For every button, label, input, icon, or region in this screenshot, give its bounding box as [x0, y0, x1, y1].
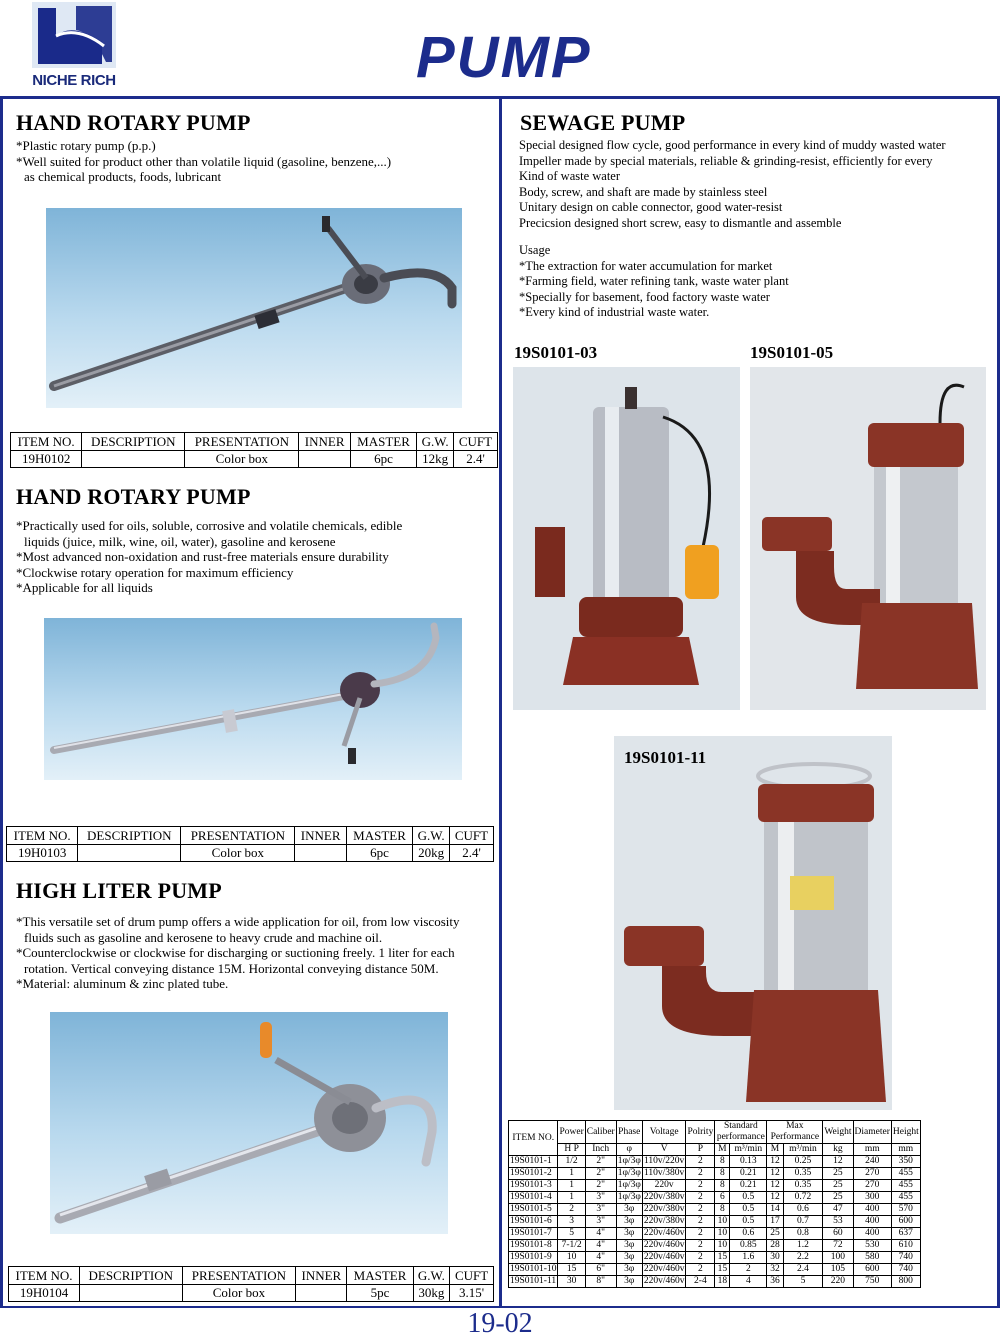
column-header: INNER: [299, 433, 350, 451]
table-cell: 800: [891, 1276, 920, 1288]
hand-rotary-2-description: [16, 518, 402, 596]
unit-header: M: [715, 1144, 730, 1156]
description-line: *Counterclockwise or clockwise for discharging or suctioning freely. 1 liter for each: [16, 945, 455, 961]
hand-rotary-2-table: [6, 826, 494, 862]
table-cell: 220v/460v: [643, 1228, 685, 1238]
table-cell: 100: [823, 1252, 853, 1264]
table-row: [509, 1156, 921, 1168]
table-cell: 6pc: [346, 845, 412, 862]
table-cell: 4": [585, 1240, 616, 1252]
table-cell: 10: [715, 1216, 730, 1228]
column-header: G.W.: [413, 827, 450, 845]
table-cell: 3": [585, 1204, 616, 1216]
table-cell: 1: [558, 1168, 585, 1180]
column-header: ITEM NO.: [7, 827, 78, 845]
table-cell: 19H0103: [7, 845, 78, 862]
column-divider: [499, 96, 502, 1308]
table-row: [509, 1240, 921, 1252]
item-no-cell: 19S0101-3: [509, 1180, 558, 1192]
table-cell: 2": [585, 1168, 616, 1180]
usage-title: Usage: [519, 243, 551, 257]
table-cell: 4": [585, 1228, 616, 1240]
table-cell: 3φ: [616, 1204, 642, 1216]
usage-line: *The extraction for water accumulation for market: [519, 258, 773, 273]
description-line: Precicsion designed short screw, easy to dismantle and assemble: [519, 215, 842, 230]
item-no-cell: 19S0101-1: [509, 1156, 558, 1168]
usage-line: *Every kind of industrial waste water.: [519, 305, 710, 320]
table-cell: 220v/460v: [643, 1252, 685, 1262]
column-header: Max Performance: [767, 1121, 823, 1144]
description-line: rotation. Vertical conveying distance 15M. Horizontal conveying distance 50M.: [24, 960, 439, 976]
table-cell: 0.35: [783, 1180, 823, 1192]
table-row: [509, 1180, 921, 1192]
column-header: CUFT: [449, 827, 493, 845]
column-header: PRESENTATION: [185, 433, 299, 451]
table-cell: 1.6: [730, 1252, 767, 1264]
table-cell: 12: [767, 1192, 783, 1204]
column-header: MASTER: [350, 433, 416, 451]
table-cell: 2: [686, 1252, 715, 1264]
unit-header: φ: [616, 1144, 642, 1156]
table-cell: 270: [853, 1180, 891, 1192]
description-line: Unitary design on cable connector, good water-resist: [519, 200, 783, 215]
table-cell: 2: [686, 1216, 715, 1228]
table-cell: [78, 845, 181, 862]
description-line: Kind of waste water: [519, 169, 621, 184]
column-header: Voltage: [642, 1121, 686, 1144]
hand-rotary-1-photo: [46, 208, 462, 408]
table-cell: 4": [585, 1252, 616, 1264]
model-label: 19S0101-11: [624, 748, 707, 767]
table-cell: 60: [823, 1228, 853, 1240]
table-row: [509, 1168, 921, 1180]
table-cell: 8: [715, 1156, 730, 1168]
table-cell: 1.2: [783, 1240, 823, 1252]
page-number: 19-02: [467, 1308, 533, 1336]
column-header: ITEM NO.: [9, 1267, 80, 1285]
column-header: MASTER: [346, 827, 412, 845]
table-cell: 8": [585, 1276, 616, 1288]
column-header: Caliber: [585, 1121, 616, 1144]
item-no-cell: 19S0101-5: [509, 1204, 558, 1216]
table-cell: [296, 1285, 347, 1302]
table-cell: 8: [715, 1180, 730, 1192]
description-line: Impeller made by special materials, reliable & grinding-resist, efficiently for every: [519, 153, 933, 168]
frame-left-border: [0, 96, 3, 1308]
table-cell: 25: [823, 1168, 853, 1180]
column-header: G.W.: [413, 1267, 450, 1285]
description-line: liquids (juice, milk, wine, oil, water), gasoline and kerosene: [24, 533, 336, 549]
item-no-cell: 19S0101-11: [510, 1276, 557, 1286]
table-cell: 220v/380v: [643, 1192, 685, 1202]
sewage-pump-05-photo: [750, 367, 986, 710]
table-cell: 2-4: [686, 1276, 715, 1288]
table-cell: 220v/380v: [643, 1204, 685, 1214]
table-cell: [299, 451, 350, 468]
column-header: PRESENTATION: [182, 1267, 296, 1285]
table-cell: 105: [823, 1264, 853, 1276]
column-header: INNER: [295, 827, 346, 845]
table-cell: 53: [823, 1216, 853, 1228]
table-cell: 455: [891, 1168, 920, 1180]
table-cell: [82, 451, 185, 468]
table-cell: 600: [891, 1216, 920, 1228]
sewage-usage: [519, 243, 789, 321]
table-cell: 30: [558, 1276, 585, 1288]
table-cell: 2: [558, 1204, 585, 1216]
table-cell: 2": [585, 1156, 616, 1168]
table-cell: 0.72: [783, 1192, 823, 1204]
unit-header: m³/min: [730, 1144, 767, 1156]
table-cell: 740: [891, 1252, 920, 1264]
table-cell: 2: [686, 1240, 715, 1252]
table-cell: 32: [767, 1264, 783, 1276]
table-cell: 400: [853, 1204, 891, 1216]
table-cell: 220v/460v: [643, 1276, 685, 1286]
table-cell: 637: [891, 1228, 920, 1240]
table-cell: 2: [686, 1192, 715, 1204]
column-header: ITEM NO.: [509, 1121, 558, 1156]
table-cell: Color box: [182, 1285, 296, 1302]
table-cell: 12: [823, 1156, 853, 1168]
column-header: INNER: [296, 1267, 347, 1285]
table-cell: 3φ: [616, 1252, 642, 1264]
table-cell: 0.6: [783, 1204, 823, 1216]
table-cell: Color box: [181, 845, 295, 862]
table-cell: 19H0104: [9, 1285, 80, 1302]
table-cell: 12kg: [417, 451, 454, 468]
table-cell: 0.13: [730, 1156, 767, 1168]
table-cell: 2: [686, 1204, 715, 1216]
table-cell: 0.25: [783, 1156, 823, 1168]
description-line: as chemical products, foods, lubricant: [24, 169, 222, 185]
table-cell: 2: [686, 1264, 715, 1276]
table-cell: 610: [891, 1240, 920, 1252]
table-cell: 6: [715, 1192, 730, 1204]
table-cell: 3: [558, 1216, 585, 1228]
section-title-high-liter: HIGH LITER PUMP: [16, 878, 222, 903]
table-cell: 350: [891, 1156, 920, 1168]
table-cell: 220v/380v: [643, 1216, 685, 1226]
table-row: [509, 1192, 921, 1204]
table-cell: 30: [767, 1252, 783, 1264]
table-cell: 19H0102: [11, 451, 82, 468]
table-cell: 17: [767, 1216, 783, 1228]
table-cell: 36: [767, 1276, 783, 1288]
table-cell: 1: [558, 1192, 585, 1204]
table-cell: 0.7: [783, 1216, 823, 1228]
description-line: *Clockwise rotary operation for maximum efficiency: [16, 564, 294, 580]
description-line: *This versatile set of drum pump offers a wide application for oil, from low viscosity: [16, 914, 460, 929]
table-cell: 240: [853, 1156, 891, 1168]
table-cell: 3φ: [616, 1276, 642, 1288]
table-cell: 600: [853, 1264, 891, 1276]
description-line: Special designed flow cycle, good performance in every kind of muddy wasted water: [519, 138, 946, 152]
table-cell: 2.4': [453, 451, 497, 468]
table-cell: 10: [715, 1240, 730, 1252]
table-cell: 5: [783, 1276, 823, 1288]
table-cell: 47: [823, 1204, 853, 1216]
hand-rotary-1-description: [16, 138, 391, 185]
table-cell: 455: [891, 1192, 920, 1204]
table-cell: 400: [853, 1216, 891, 1228]
table-cell: 3φ: [616, 1240, 642, 1252]
table-cell: 270: [853, 1168, 891, 1180]
table-cell: 2: [730, 1264, 767, 1276]
item-no-cell: 19S0101-7: [509, 1228, 558, 1240]
table-cell: 18: [715, 1276, 730, 1288]
table-cell: 110v/380v: [643, 1168, 685, 1178]
table-cell: 2.4: [783, 1264, 823, 1276]
table-cell: 10: [715, 1228, 730, 1240]
section-title-hand-rotary-2: HAND ROTARY PUMP: [16, 484, 251, 509]
table-cell: 0.35: [783, 1168, 823, 1180]
table-cell: 220v/460v: [643, 1240, 685, 1250]
column-header: Standard performance: [716, 1121, 765, 1142]
table-row: [509, 1228, 921, 1240]
table-cell: 3φ: [616, 1264, 642, 1276]
description-line: *Material: aluminum & zinc plated tube.: [16, 976, 229, 992]
column-header: PRESENTATION: [181, 827, 295, 845]
model-label: 19S0101-05: [750, 343, 834, 362]
page-title: PUMP: [416, 25, 592, 90]
table-row: [509, 1276, 921, 1288]
table-cell: 570: [891, 1204, 920, 1216]
column-header: CUFT: [450, 1267, 494, 1285]
item-no-cell: 19S0101-8: [509, 1240, 558, 1252]
table-cell: 110v/220v: [643, 1156, 685, 1166]
table-cell: 5: [558, 1228, 585, 1240]
unit-header: H P: [558, 1144, 585, 1156]
table-cell: 1φ/3φ: [617, 1180, 641, 1190]
table-cell: 12: [767, 1180, 783, 1192]
table-cell: 0.5: [730, 1204, 767, 1216]
table-cell: 25: [767, 1228, 783, 1240]
table-cell: 220v: [642, 1180, 686, 1192]
table-cell: 20kg: [413, 845, 450, 862]
column-header: Diameter: [853, 1121, 891, 1144]
table-cell: [295, 845, 346, 862]
table-cell: 740: [891, 1264, 920, 1276]
column-header: Power: [558, 1121, 585, 1144]
unit-header: Inch: [585, 1144, 616, 1156]
unit-header: kg: [823, 1144, 853, 1156]
column-header: Weight: [823, 1121, 853, 1144]
column-header: DESCRIPTION: [82, 433, 185, 451]
table-cell: 1φ/3φ: [617, 1156, 641, 1166]
column-header: CUFT: [453, 433, 497, 451]
table-cell: 3": [585, 1216, 616, 1228]
item-no-cell: 19S0101-9: [509, 1252, 558, 1264]
unit-header: P: [686, 1144, 715, 1156]
section-title-sewage: SEWAGE PUMP: [520, 110, 686, 135]
brand-logo-mark-icon: [32, 2, 116, 68]
table-cell: [80, 1285, 183, 1302]
high-liter-photo: [50, 1012, 448, 1234]
brand-logo: [24, 2, 124, 94]
table-cell: 3.15': [450, 1285, 494, 1302]
table-cell: 1φ/3φ: [617, 1192, 641, 1202]
table-cell: 1φ/3φ: [617, 1168, 641, 1178]
item-no-cell: 19S0101-4: [509, 1192, 558, 1204]
brand-name: NICHE RICH: [32, 72, 116, 89]
table-cell: 25: [823, 1180, 853, 1192]
item-no-cell: 19S0101-6: [509, 1216, 558, 1228]
table-row: [509, 1264, 921, 1276]
description-line: Body, screw, and shaft are made by stainless steel: [519, 184, 768, 199]
description-line: *Practically used for oils, soluble, corrosive and volatile chemicals, edible: [16, 518, 403, 533]
table-cell: 2: [686, 1168, 715, 1180]
table-cell: 3φ: [616, 1216, 642, 1228]
table-cell: Color box: [185, 451, 299, 468]
column-header: Height: [891, 1121, 920, 1144]
table-row: [509, 1216, 921, 1228]
table-cell: 8: [715, 1204, 730, 1216]
table-cell: 10: [558, 1252, 585, 1264]
table-cell: 0.8: [783, 1228, 823, 1240]
perf-table-body: [509, 1156, 921, 1288]
table-cell: 300: [853, 1192, 891, 1204]
unit-header: V: [642, 1144, 686, 1156]
high-liter-description: [16, 914, 459, 992]
table-cell: 0.6: [730, 1228, 767, 1240]
table-cell: 530: [853, 1240, 891, 1252]
table-cell: 15: [558, 1264, 585, 1276]
table-cell: 0.21: [730, 1168, 767, 1180]
usage-line: *Farming field, water refining tank, waste water plant: [519, 274, 789, 289]
usage-line: *Specially for basement, food factory waste water: [519, 289, 770, 304]
item-no-cell: 19S0101-2: [509, 1168, 558, 1180]
hand-rotary-1-table: [10, 432, 498, 468]
table-cell: 1/2: [558, 1156, 585, 1168]
description-line: fluids such as gasoline and kerosene to heavy crude and machine oil.: [24, 929, 383, 945]
sewage-pump-03-photo: [513, 367, 740, 710]
table-cell: 6": [585, 1264, 616, 1276]
table-cell: 0.21: [730, 1180, 767, 1192]
table-cell: 0.5: [730, 1216, 767, 1228]
table-cell: 6pc: [350, 451, 416, 468]
table-cell: 8: [715, 1168, 730, 1180]
description-line: *Most advanced non-oxidation and rust-free materials ensure durability: [16, 549, 389, 565]
table-cell: 7-1/2: [558, 1240, 585, 1252]
table-cell: 15: [715, 1264, 730, 1276]
hand-rotary-2-photo: [44, 618, 462, 780]
unit-header: mm: [891, 1144, 920, 1156]
item-no-cell: 19S0101-10: [510, 1264, 557, 1274]
unit-header: M: [767, 1144, 783, 1156]
table-cell: 3": [585, 1192, 616, 1204]
table-cell: 750: [853, 1276, 891, 1288]
table-row: [509, 1204, 921, 1216]
table-cell: 14: [767, 1204, 783, 1216]
table-cell: 15: [715, 1252, 730, 1264]
table-cell: 220v/460v: [643, 1264, 685, 1274]
unit-header: mm: [853, 1144, 891, 1156]
column-header: MASTER: [347, 1267, 413, 1285]
description-line: *Applicable for all liquids: [16, 580, 153, 596]
table-cell: 25: [823, 1192, 853, 1204]
table-cell: 580: [853, 1252, 891, 1264]
table-cell: 12: [767, 1156, 783, 1168]
table-cell: 12: [767, 1168, 783, 1180]
table-cell: 455: [891, 1180, 920, 1192]
table-cell: 5pc: [347, 1285, 413, 1302]
table-cell: 220: [823, 1276, 853, 1288]
table-cell: 2: [686, 1180, 715, 1192]
column-header: G.W.: [417, 433, 454, 451]
table-cell: 2.2: [783, 1252, 823, 1264]
column-header: DESCRIPTION: [80, 1267, 183, 1285]
column-header: Polrity: [686, 1121, 715, 1144]
table-cell: 2: [686, 1228, 715, 1240]
table-cell: 0.5: [730, 1192, 767, 1204]
description-line: *Well suited for product other than volatile liquid (gasoline, benzene,...): [16, 153, 392, 169]
table-cell: 1: [558, 1180, 585, 1192]
sewage-pump-11-photo: [614, 736, 892, 1110]
table-cell: 2": [585, 1180, 616, 1192]
table-cell: 72: [823, 1240, 853, 1252]
model-label: 19S0101-03: [514, 343, 598, 362]
table-row: [509, 1252, 921, 1264]
high-liter-table: [8, 1266, 494, 1302]
column-header: ITEM NO.: [11, 433, 82, 451]
section-title-hand-rotary-1: HAND ROTARY PUMP: [16, 110, 251, 135]
table-cell: 0.85: [730, 1240, 767, 1252]
table-cell: 3φ: [616, 1228, 642, 1240]
table-cell: 400: [853, 1228, 891, 1240]
table-cell: 28: [767, 1240, 783, 1252]
table-cell: 2.4': [449, 845, 493, 862]
sewage-description: [519, 138, 946, 232]
table-cell: 4: [730, 1276, 767, 1288]
description-line: *Plastic rotary pump (p.p.): [16, 138, 156, 153]
sewage-performance-table: [508, 1120, 921, 1288]
table-cell: 2: [686, 1156, 715, 1168]
unit-header: m³/min: [783, 1144, 823, 1156]
column-header: Phase: [616, 1121, 642, 1144]
table-cell: 30kg: [413, 1285, 450, 1302]
column-header: DESCRIPTION: [78, 827, 181, 845]
